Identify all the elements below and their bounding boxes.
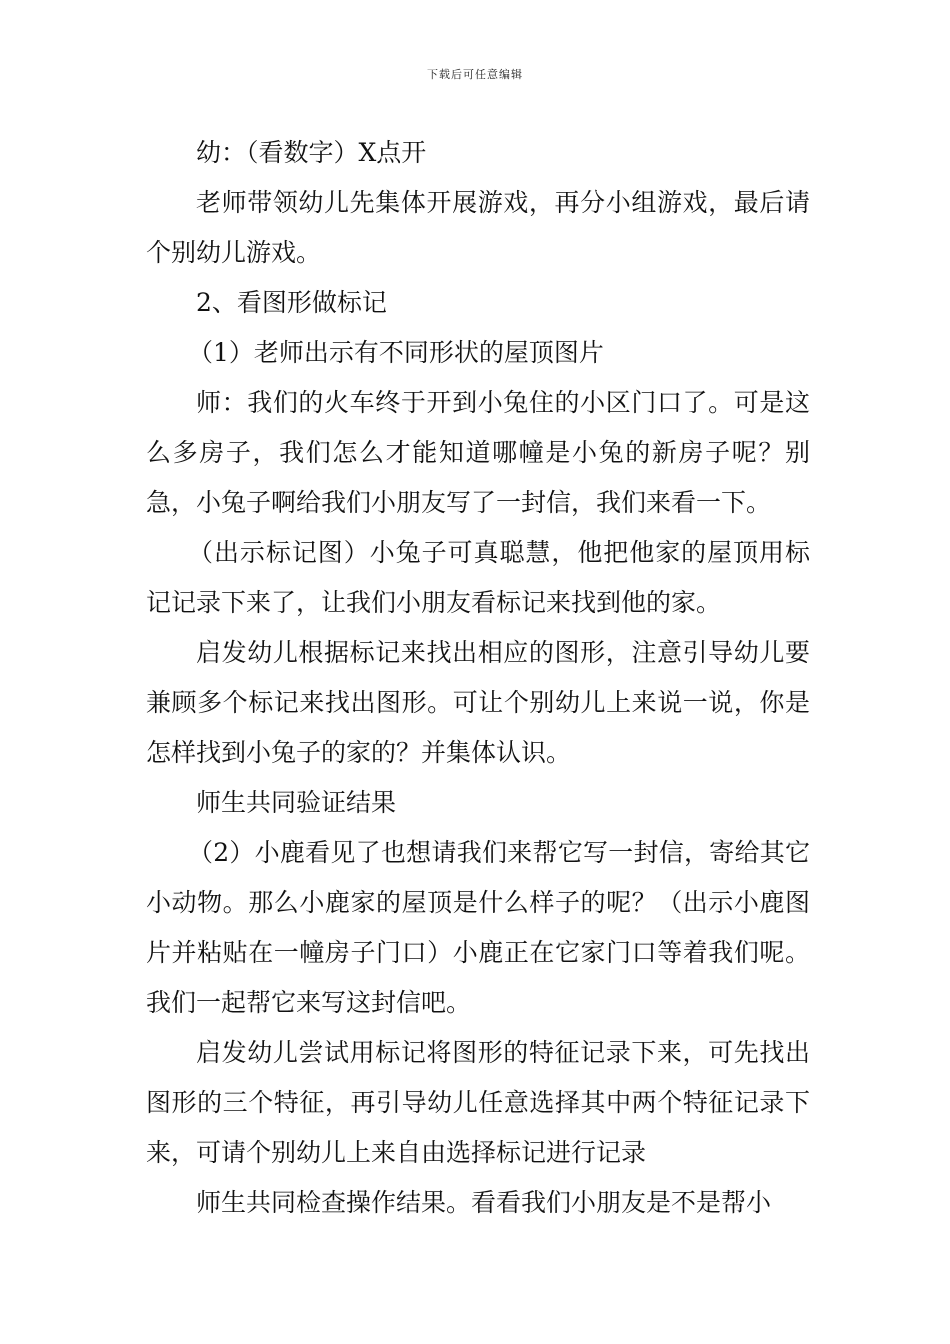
paragraph-4: （1）老师出示有不同形状的屋顶图片 [188,338,604,367]
document-body [146,128,810,1228]
paragraph-5: 师：我们的火车终于开到小兔住的小区门口了。可是这么多房子，我们怎么才能知道哪幢是小兔的新房子呢？别急，小兔子啊给我们小朋友写了一封信，我们来看一下。 [146,388,810,517]
paragraph-2: 老师带领幼儿先集体开展游戏，再分小组游戏，最后请个别幼儿游戏。 [146,188,810,267]
paragraph-9: （2）小鹿看见了也想请我们来帮它写一封信，寄给其它小动物。那么小鹿家的屋顶是什么样子的呢？（出示小鹿图片并粘贴在一幢房子门口）小鹿正在它家门口等着我们呢。我们一起帮它来写这封信吧。 [146,838,810,1017]
paragraph-3: 2、看图形做标记 [196,288,387,317]
paragraph-1: 幼：（看数字）X点开 [196,138,427,167]
paragraph-6: （出示标记图）小兔子可真聪慧，他把他家的屋顶用标记记录下来了，让我们小朋友看标记来找到他的家。 [146,538,810,617]
paragraph-7: 启发幼儿根据标记来找出相应的图形，注意引导幼儿要兼顾多个标记来找出图形。可让个别幼儿上来说一说，你是怎样找到小兔子的家的？并集体认识。 [146,638,810,767]
paragraph-10: 启发幼儿尝试用标记将图形的特征记录下来，可先找出图形的三个特征，再引导幼儿任意选择其中两个特征记录下来，可请个别幼儿上来自由选择标记进行记录 [146,1038,810,1167]
page-header: 下载后可任意编辑 [427,68,523,81]
paragraph-11: 师生共同检查操作结果。看看我们小朋友是不是帮小 [196,1188,772,1217]
paragraph-8: 师生共同验证结果 [196,788,397,817]
